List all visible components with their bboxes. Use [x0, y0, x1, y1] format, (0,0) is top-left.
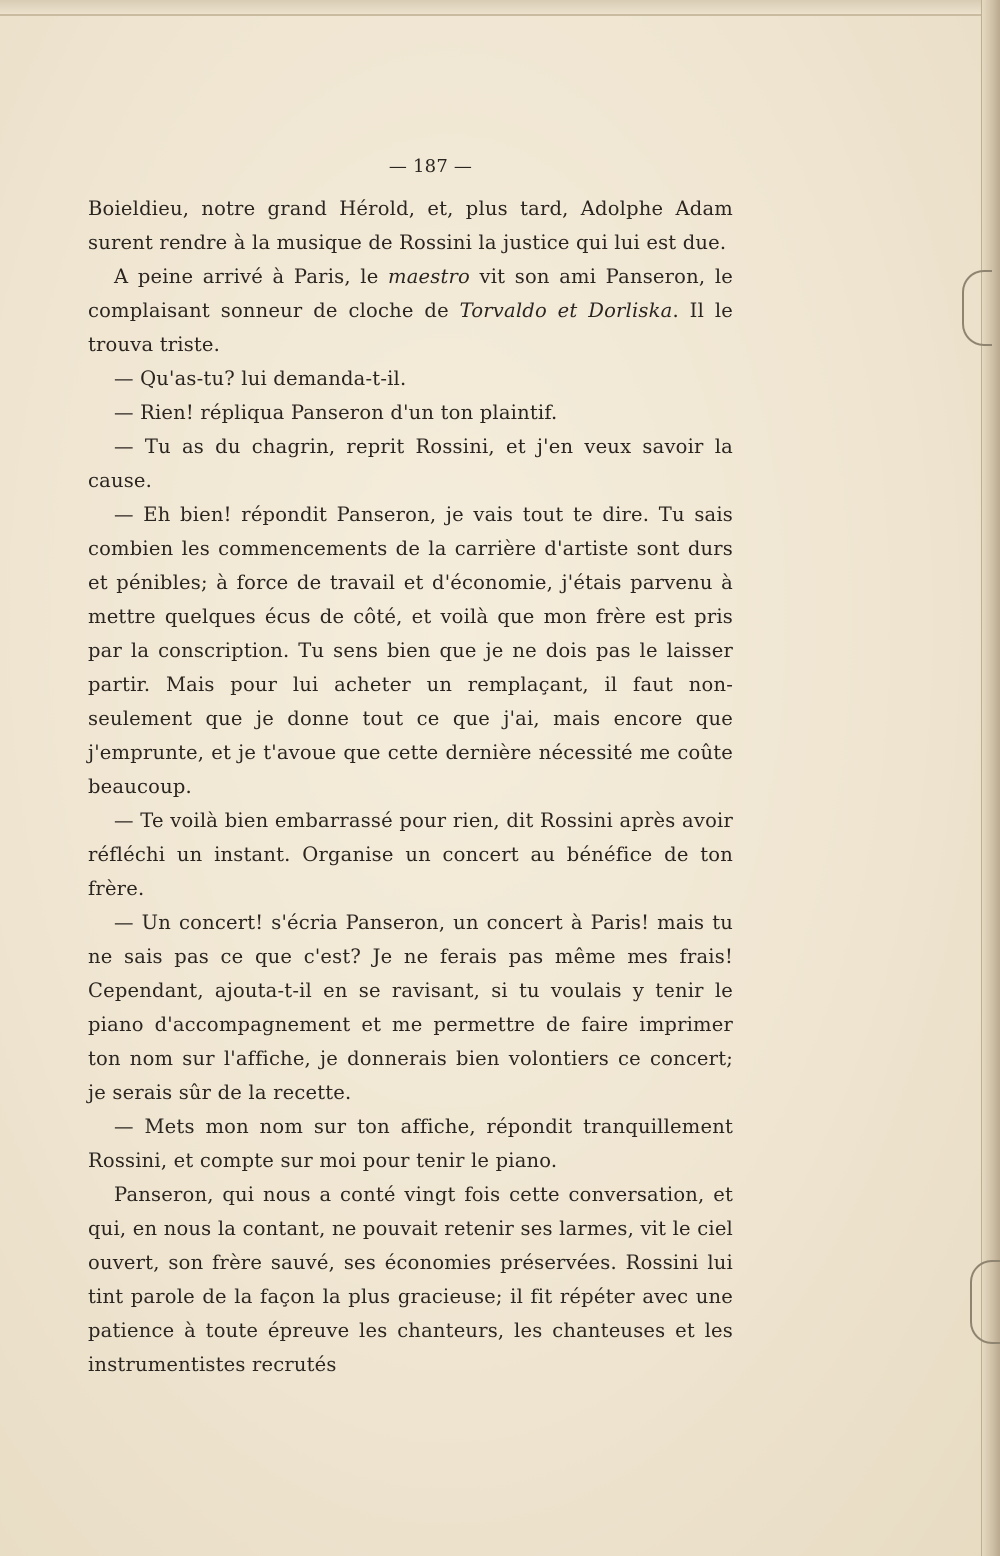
paragraph: — Eh bien! répondit Panseron, je vais tout te dire. Tu sais combien les commencements de la carrière d'artiste sont durs et pénibles; à force de travail et d'économie, j'étais parvenu à mettre quelques écus de côté, et voilà que mon frère est pris par la conscription. Tu sens bien que je ne dois pas le laisser partir. Mais pour lui acheter un remplaçant, il faut non-seulement que je donne tout ce que j'ai, mais encore que j'emprunte, et je t'avoue que cette dernière nécessité me coûte beaucoup.: [88, 503, 733, 798]
page-top-edge: [0, 0, 1000, 16]
paragraph: — Qu'as-tu? lui demanda-t-il.: [114, 367, 407, 390]
italic-title: Torvaldo et Dorliska: [459, 299, 673, 322]
paragraph-text: vit son ami Panseron, le complaisant sonneur de cloche de: [88, 265, 733, 322]
page-margin-bracket: [962, 270, 992, 346]
paragraph: Boieldieu, notre grand Hérold, et, plus tard, Adolphe Adam surent rendre à la musique de Rossini la justice qui lui est due.: [88, 197, 733, 254]
paragraph: — Tu as du chagrin, reprit Rossini, et j'en veux savoir la cause.: [88, 435, 733, 492]
page-margin-bracket: [970, 1260, 1000, 1344]
paragraph: [88, 260, 733, 362]
paragraph-text: . Il le trouva triste.: [88, 299, 734, 356]
paragraph: — Te voilà bien embarrassé pour rien, dit Rossini après avoir réfléchi un instant. Organise un concert au bénéfice de ton frère.: [88, 809, 733, 900]
paragraph-text: A peine arrivé à Paris, le: [114, 265, 388, 288]
page-number: — 187 —: [388, 156, 473, 177]
paragraph: Panseron, qui nous a conté vingt fois cette conversation, et qui, en nous la contant, ne pouvait retenir ses larmes, vit le ciel ouvert, son frère sauvé, ses économies préservées. Rossini lui tint parole de la façon la plus gracieuse; il fit répéter avec une patience à toute épreuve les chanteurs, les chanteuses et les instrumentistes recrutés: [88, 1183, 733, 1376]
paragraph: — Rien! répliqua Panseron d'un ton plaintif.: [114, 401, 558, 424]
paragraph: — Un concert! s'écria Panseron, un concert à Paris! mais tu ne sais pas ce que c'est? Je ne ferais pas même mes frais! Cependant, ajouta-t-il en se ravisant, si tu voulais y tenir le piano d'accompagnement et me permettre de faire imprimer ton nom sur l'affiche, je donnerais bien volontiers ce concert; je serais sûr de la recette.: [88, 911, 733, 1104]
page-text: [88, 150, 733, 1382]
paragraph: — Mets mon nom sur ton affiche, répondit tranquillement Rossini, et compte sur moi pour tenir le piano.: [88, 1115, 733, 1172]
italic-term: maestro: [388, 265, 470, 288]
